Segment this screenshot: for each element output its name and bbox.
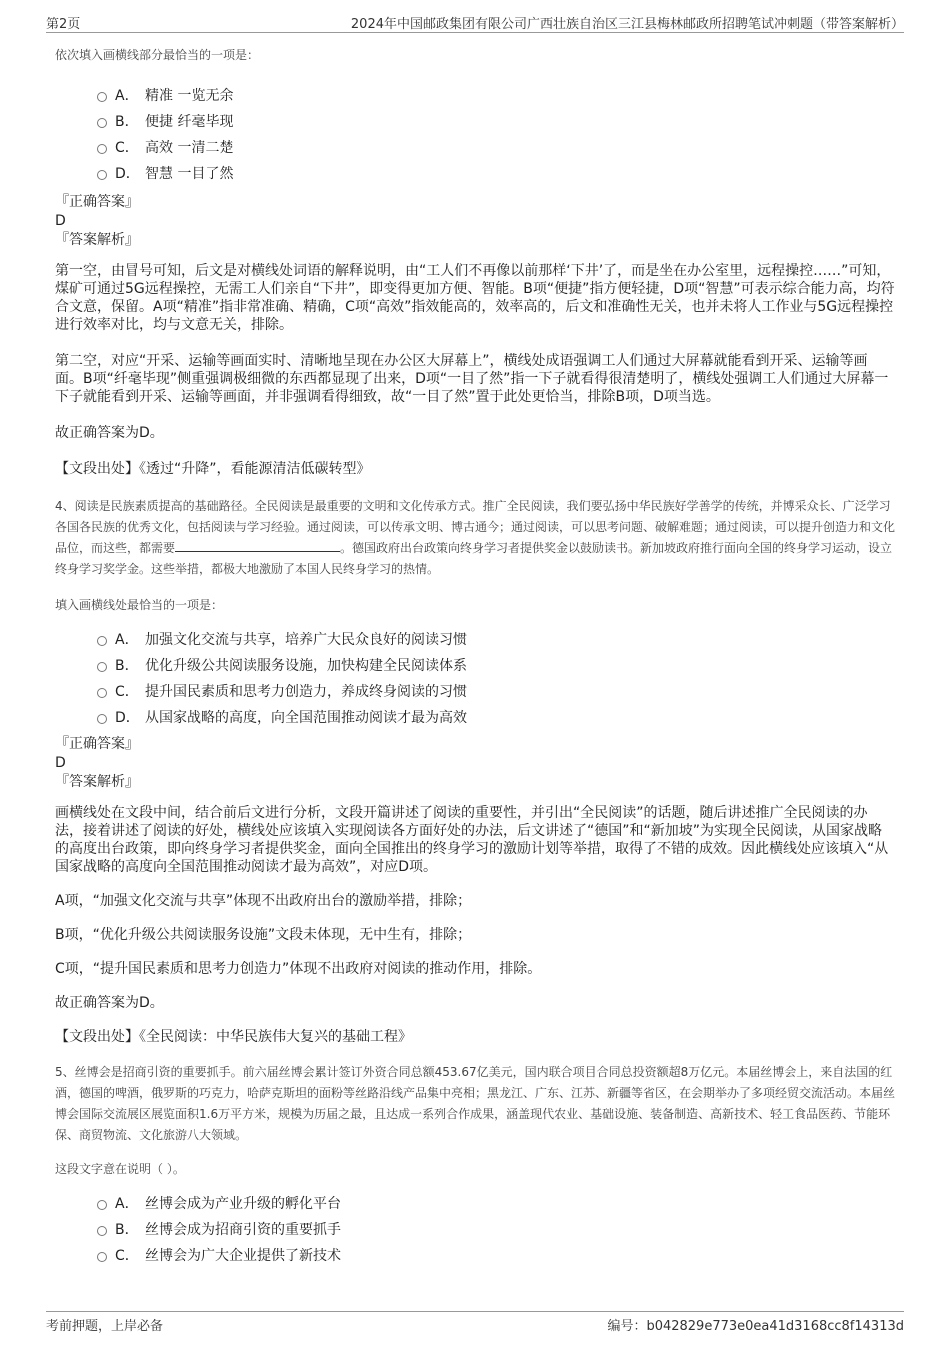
radio-icon[interactable] — [97, 636, 107, 646]
q4-options — [55, 627, 895, 731]
q3-analysis-label: 『答案解析』 — [55, 232, 139, 248]
q5-option-a[interactable]: A． 丝博会成为产业升级的孵化平台 — [55, 1191, 895, 1217]
q3-options — [55, 83, 895, 187]
q4-analysis-paragraph: A项，“加强文化交流与共享”体现不出政府出台的激励举措，排除； — [55, 893, 472, 909]
document-body — [55, 46, 895, 1269]
q5-option-b[interactable]: B． 丝博会成为招商引资的重要抓手 — [55, 1217, 895, 1243]
radio-icon[interactable] — [97, 144, 107, 154]
q3-correct-answer-label: 『正确答案』 — [55, 194, 139, 210]
q4-source: 【文段出处】《全民阅读：中华民族伟大复兴的基础工程》 — [55, 1029, 412, 1045]
q4-correct-answer-label: 『正确答案』 — [55, 736, 139, 752]
page-header — [46, 10, 904, 33]
q3-option-b[interactable]: B． 便捷 纤毫毕现 — [55, 109, 895, 135]
q4-option-a[interactable]: A． 加强文化交流与共享，培养广大民众良好的阅读习惯 — [55, 627, 895, 653]
radio-icon[interactable] — [97, 1226, 107, 1236]
document-title: 2024年中国邮政集团有限公司广西壮族自治区三江县梅林邮政所招聘笔试冲刺题（带答案解析） — [350, 17, 904, 32]
q4-option-d[interactable]: D． 从国家战略的高度，向全国范围推动阅读才最为高效 — [55, 705, 895, 731]
page-number: 第2页 — [46, 17, 81, 32]
q5-options — [55, 1191, 895, 1269]
radio-icon[interactable] — [97, 118, 107, 128]
q5-text: 5、丝博会是招商引资的重要抓手。前六届丝博会累计签订外资合同总额453.67亿美元，国内联合项目合同总投资额超8万亿元。本届丝博会上，来自法国的红酒，德国的啤酒，俄罗斯的巧克力，哈萨克斯坦的面粉等丝路沿线产品集中亮相；黑龙江、广东、江苏、新疆等省区，在会期举办了多项经贸交流活动。本届丝博会国际交流展区展览面积1.6万平方米，规模为历届之最，且达成一系列合作成果，涵盖现代农业、基础设施、装备制造、高新技术、轻工食品医药、节能环保、商贸物流、文化旅游八大领域。 — [55, 1065, 896, 1142]
q3-analysis-paragraph: 第一空，由冒号可知，后文是对横线处词语的解释说明，由“工人们不再像以前那样‘下井’了，而是坐在办公室里，远程操控……”可知，煤矿可通过5G远程操控，无需工人们亲自“下井”，即变得更加方便、智能。B项“便捷”指方便轻捷，D项“智慧”可表示综合能力高，均符合文意，保留。A项“精准”指非常准确、精确，C项“高效”指效能高的，效率高的，后文和准确性无关，也并未将人工作业与5G远程操控进行效率对比，均与文意无关，排除。 — [55, 263, 895, 333]
q3-analysis-paragraph: 第二空，对应“开采、运输等画面实时、清晰地呈现在办公区大屏幕上”，横线处成语强调工人们通过大屏幕就能看到开采、运输等画面。B项“纤毫毕现”侧重强调极细微的东西都显现了出来，D项“一目了然”指一下子就看得很清楚明了，横线处强调工人们通过大屏幕一下子就能看到开采、运输等画面，并非强调看得细致，故“一目了然”置于此处更恰当，排除B项，D项当选。 — [55, 353, 889, 405]
q4-analysis-paragraph: C项，“提升国民素质和思考力创造力”体现不出政府对阅读的推动作用，排除。 — [55, 961, 542, 977]
q4-conclusion: 故正确答案为D。 — [55, 995, 164, 1011]
q4-answer: D — [55, 755, 66, 771]
q4-option-b[interactable]: B． 优化升级公共阅读服务设施，加快构建全民阅读体系 — [55, 653, 895, 679]
document-code: 编号：b042829e773e0ea41d3168cc8f14313d — [607, 1319, 904, 1334]
q3-option-d[interactable]: D． 智慧 一目了然 — [55, 161, 895, 187]
radio-icon[interactable] — [97, 714, 107, 724]
q4-prompt: 填入画横线处最恰当的一项是： — [55, 598, 224, 612]
q3-answer: D — [55, 213, 66, 229]
q3-source: 【文段出处】《透过“升降”，看能源清洁低碳转型》 — [55, 461, 371, 477]
radio-icon[interactable] — [97, 688, 107, 698]
page-footer — [46, 1311, 904, 1334]
answer-blank — [175, 539, 340, 552]
radio-icon[interactable] — [97, 92, 107, 102]
q5-option-c[interactable]: C． 丝博会为广大企业提供了新技术 — [55, 1243, 895, 1269]
q3-conclusion: 故正确答案为D。 — [55, 425, 164, 441]
radio-icon[interactable] — [97, 662, 107, 672]
footer-slogan: 考前押题，上岸必备 — [46, 1319, 164, 1334]
q5-prompt: 这段文字意在说明（ ）。 — [55, 1162, 185, 1176]
q3-prompt: 依次填入画横线部分最恰当的一项是： — [55, 48, 260, 62]
q3-option-c[interactable]: C． 高效 一清二楚 — [55, 135, 895, 161]
q4-text: 4、阅读是民族素质提高的基础路径。全民阅读是最重要的文明和文化传承方式。推广全民阅读，我们要弘扬中华民族好学善学的传统，并博采众长、广泛学习各国各民族的优秀文化，包括阅读与学习经验。通过阅读，可以传承文明、博古通今；通过阅读，可以思考问题、破解难题；通过阅读，可以提升创造力和文化品位，而这些，都需要 。德国政府出台政策向终身学习者提供奖金以鼓励读书。新加坡政府推行面向全国的终身学习运动，设立终身学习奖学金。这些举措，都极大地激励了本国人民终身学习的热情。 — [55, 499, 896, 576]
radio-icon[interactable] — [97, 1252, 107, 1262]
q4-option-c[interactable]: C． 提升国民素质和思考力创造力，养成终身阅读的习惯 — [55, 679, 895, 705]
q3-option-a[interactable]: A． 精准 一览无余 — [55, 83, 895, 109]
q4-analysis-paragraph: B项，“优化升级公共阅读服务设施”文段未体现，无中生有，排除； — [55, 927, 472, 943]
q4-analysis-paragraph: 画横线处在文段中间，结合前后文进行分析，文段开篇讲述了阅读的重要性，并引出“全民阅读”的话题，随后讲述推广全民阅读的办法，接着讲述了阅读的好处，横线处应该填入实现阅读各方面好处的办法，后文讲述了“德国”和“新加坡”为实现全民阅读，从国家战略的高度出台政策，即向终身学习者提供奖金，面向全国推出的终身学习的激励计划等举措，取得了不错的成效。因此横线处应该填入“从国家战略的高度向全国范围推动阅读才最为高效”，对应D项。 — [55, 805, 889, 875]
radio-icon[interactable] — [97, 1200, 107, 1210]
q4-analysis-label: 『答案解析』 — [55, 774, 139, 790]
radio-icon[interactable] — [97, 170, 107, 180]
